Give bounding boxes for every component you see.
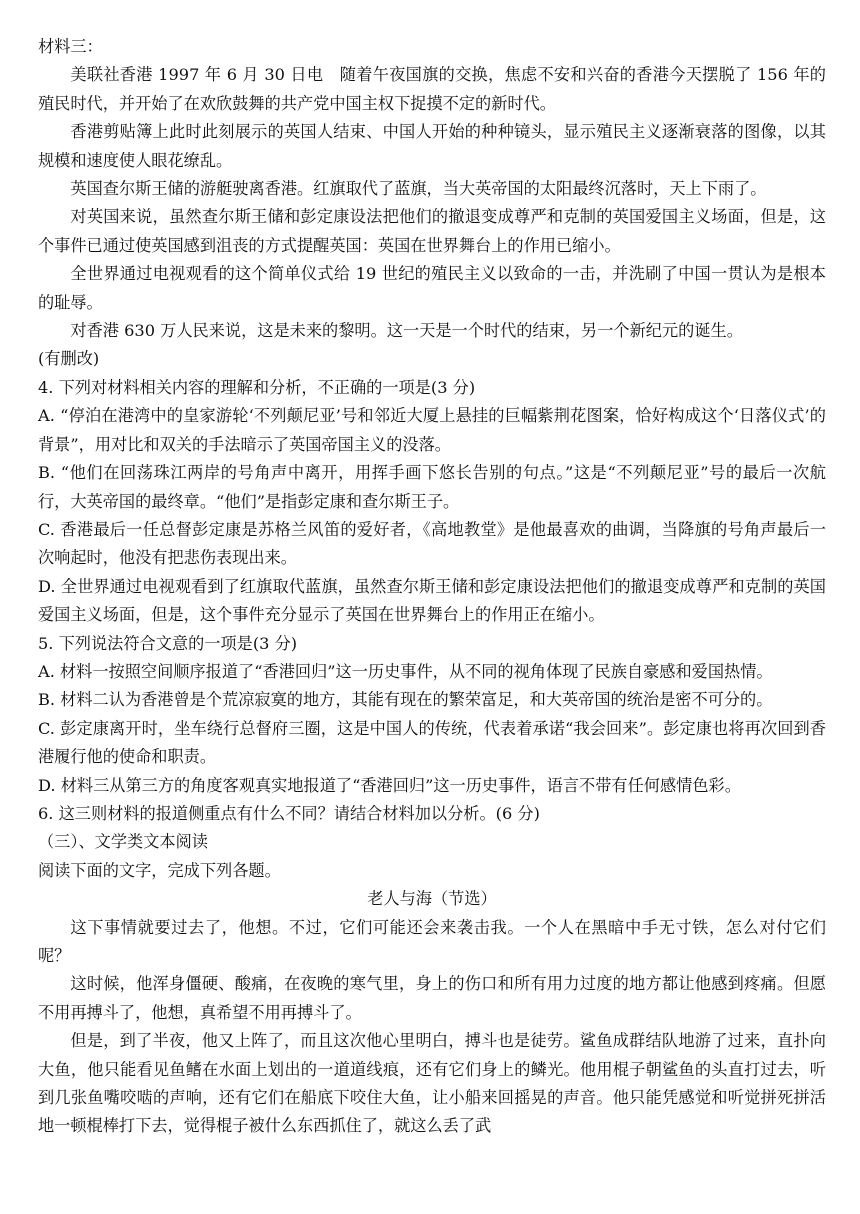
question-5-stem: 5. 下列说法符合文意的一项是(3 分) [38,633,298,653]
question-4-option-c: C. 香港最后一任总督彭定康是苏格兰风笛的爱好者，《高地教堂》是他最喜欢的曲调，当降旗的号角声最后一次响起时，他没有把悲伤表现出来。 [38,519,826,568]
section3-instruction: 阅读下面的文字，完成下列各题。 [38,860,281,880]
material3-paragraph: 香港剪贴簿上此时此刻展示的英国人结束、中国人开始的种种镜头，显示殖民主义逐渐衰落的图像，以其规模和速度使人眼花缭乱。 [38,122,826,170]
material3-paragraph: 美联社香港 1997 年 6 月 30 日电 随着午夜国旗的交换，焦虑不安和兴奋的香港今天摆脱了 156 年的殖民时代，并开始了在欢欣鼓舞的共产党中国主权下捉摸不定的新时代。 [38,65,826,113]
passage-paragraph: 但是，到了半夜，他又上阵了，而且这次他心里明白，搏斗也是徒劳。鲨鱼成群结队地游了过来，直扑向大鱼，他只能看见鱼鳍在水面上划出的一道道线痕，还有它们身上的鳞光。他用棍子朝鲨鱼的头直打过去，听到几张鱼嘴咬啮的声响，还有它们在船底下咬住大鱼，让小船来回摇晃的声音。他只能凭感觉和听觉拼死拼活地一顿棍棒打下去，觉得棍子被什么东西抓住了，就这么丢了武 [38,1031,826,1136]
question-5-option-b: B. 材料二认为香港曾是个荒凉寂寞的地方，其能有现在的繁荣富足，和大英帝国的统治是密不可分的。 [38,690,773,710]
question-5-option-d: D. 材料三从第三方的角度客观真实地报道了“香港回归”这一历史事件，语言不带有任何感情色彩。 [38,775,741,795]
question-4-option-a: A. “停泊在港湾中的皇家游轮‘不列颠尼亚’号和邻近大厦上悬挂的巨幅紫荆花图案，恰好构成这个‘日落仪式’的背景”，用对比和双关的手法暗示了英国帝国主义的没落。 [38,406,826,454]
material3-heading: 材料三： [38,37,103,56]
question-4-stem: 4. 下列对材料相关内容的理解和分析，不正确的一项是(3 分) [38,377,476,397]
material3-paragraph: 对英国来说，虽然查尔斯王储和彭定康设法把他们的撤退变成尊严和克制的英国爱国主义场面，但是，这个事件已通过使英国感到沮丧的方式提醒英国：英国在世界舞台上的作用已缩小。 [38,207,826,255]
material3-paragraph: 对香港 630 万人民来说，这是未来的黎明。这一天是一个时代的结束，另一个新纪元的诞生。 [70,321,743,341]
question-4-option-d: D. 全世界通过电视观看到了红旗取代蓝旗，虽然查尔斯王储和彭定康设法把他们的撤退变成尊严和克制的英国爱国主义场面，但是，这个事件充分显示了英国在世界舞台上的作用正在缩小。 [38,576,826,625]
question-4-option-b: B. “他们在回荡珠江两岸的号角声中离开，用挥手画下悠长告别的句点。”这是“不列颠尼亚”号的最后一次航行，大英帝国的最终章。“他们”是指彭定康和查尔斯王子。 [38,463,826,511]
section3-heading: （三）、文学类文本阅读 [38,832,208,852]
material3-note: (有删改) [38,349,100,369]
passage-title: 老人与海（节选） [367,889,497,909]
question-5-option-a: A. 材料一按照空间顺序报道了“香港回归”这一历史事件，从不同的视角体现了民族自豪感和爱国热情。 [38,661,773,681]
material3-paragraph: 全世界通过电视观看的这个简单仪式给 19 世纪的殖民主义以致命的一击，并洗刷了中国一贯认为是根本的耻辱。 [38,264,826,312]
document-page [38,33,826,1141]
question-6-stem: 6. 这三则材料的报道侧重点有什么不同？请结合材料加以分析。(6 分) [38,803,540,823]
material3-paragraph: 英国查尔斯王储的游艇驶离香港。红旗取代了蓝旗，当大英帝国的太阳最终沉落时，天上下雨了。 [70,179,767,199]
question-5-option-c: C. 彭定康离开时，坐车绕行总督府三圈，这是中国人的传统，代表着承诺“我会回来”。彭定康也将再次回到香港履行他的使命和职责。 [38,718,826,767]
passage-paragraph: 这下事情就要过去了，他想。不过，它们可能还会来袭击我。一个人在黑暗中手无寸铁，怎么对付它们呢？ [38,917,826,965]
passage-paragraph: 这时候，他浑身僵硬、酸痛，在夜晚的寒气里，身上的伤口和所有用力过度的地方都让他感到疼痛。但愿不用再搏斗了，他想，真希望不用再搏斗了。 [38,974,826,1022]
